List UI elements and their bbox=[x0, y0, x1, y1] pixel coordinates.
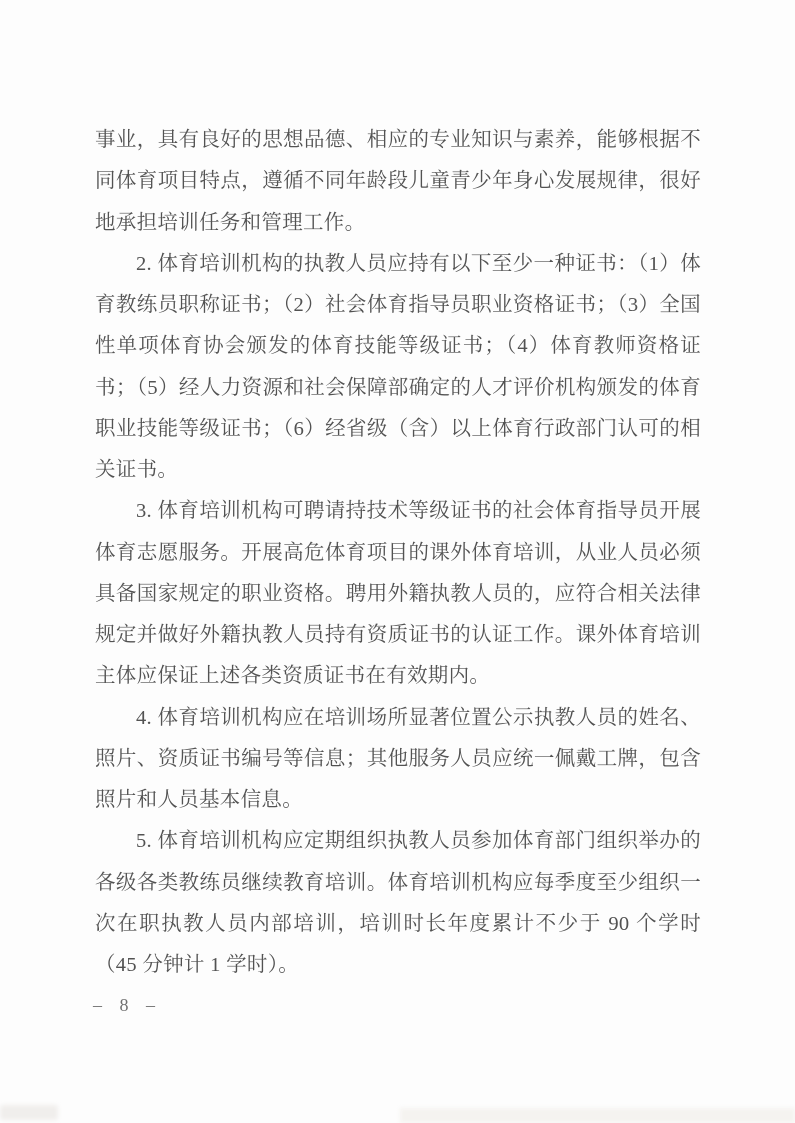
scan-artifact-bottom-right bbox=[400, 1108, 795, 1123]
paragraph-continuation: 事业，具有良好的思想品德、相应的专业知识与素养，能够根据不同体育项目特点，遵循不同年龄段儿童青少年身心发展规律，很好地承担培训任务和管理工作。 bbox=[95, 129, 701, 234]
paragraph-item-2: 2. 体育培训机构的执教人员应持有以下至少一种证书：（1）体育教练员职称证书；（2）社会体育指导员职业资格证书；（3）全国性单项体育协会颁发的体育技能等级证书；（4）体育教师资格证书；（5）经人力资源和社会保障部确定的人才评价机构颁发的体育职业技能等级证书；（6）经省级（含）以上体育行政部门认可的相关证书。 bbox=[95, 252, 701, 481]
scan-artifact-bottom-left bbox=[0, 1105, 58, 1120]
document-body bbox=[95, 120, 701, 986]
paragraph-item-5: 5. 体育培训机构应定期组织执教人员参加体育部门组织举办的各级各类教练员继续教育培训。体育培训机构应每季度至少组织一次在职执教人员内部培训，培训时长年度累计不少于 90 个学时（45 分钟计 1 学时）。 bbox=[95, 830, 701, 976]
paragraph-item-4: 4. 体育培训机构应在培训场所显著位置公示执教人员的姓名、照片、资质证书编号等信息；其他服务人员应统一佩戴工牌，包含照片和人员基本信息。 bbox=[95, 706, 701, 811]
paragraph-item-3: 3. 体育培训机构可聘请持技术等级证书的社会体育指导员开展体育志愿服务。开展高危体育项目的课外体育培训，从业人员必须具备国家规定的职业资格。聘用外籍执教人员的，应符合相关法律规定并做好外籍执教人员持有资质证书的认证工作。课外体育培训主体应保证上述各类资质证书在有效期内。 bbox=[95, 500, 701, 688]
page-number: – 8 – bbox=[93, 995, 157, 1015]
